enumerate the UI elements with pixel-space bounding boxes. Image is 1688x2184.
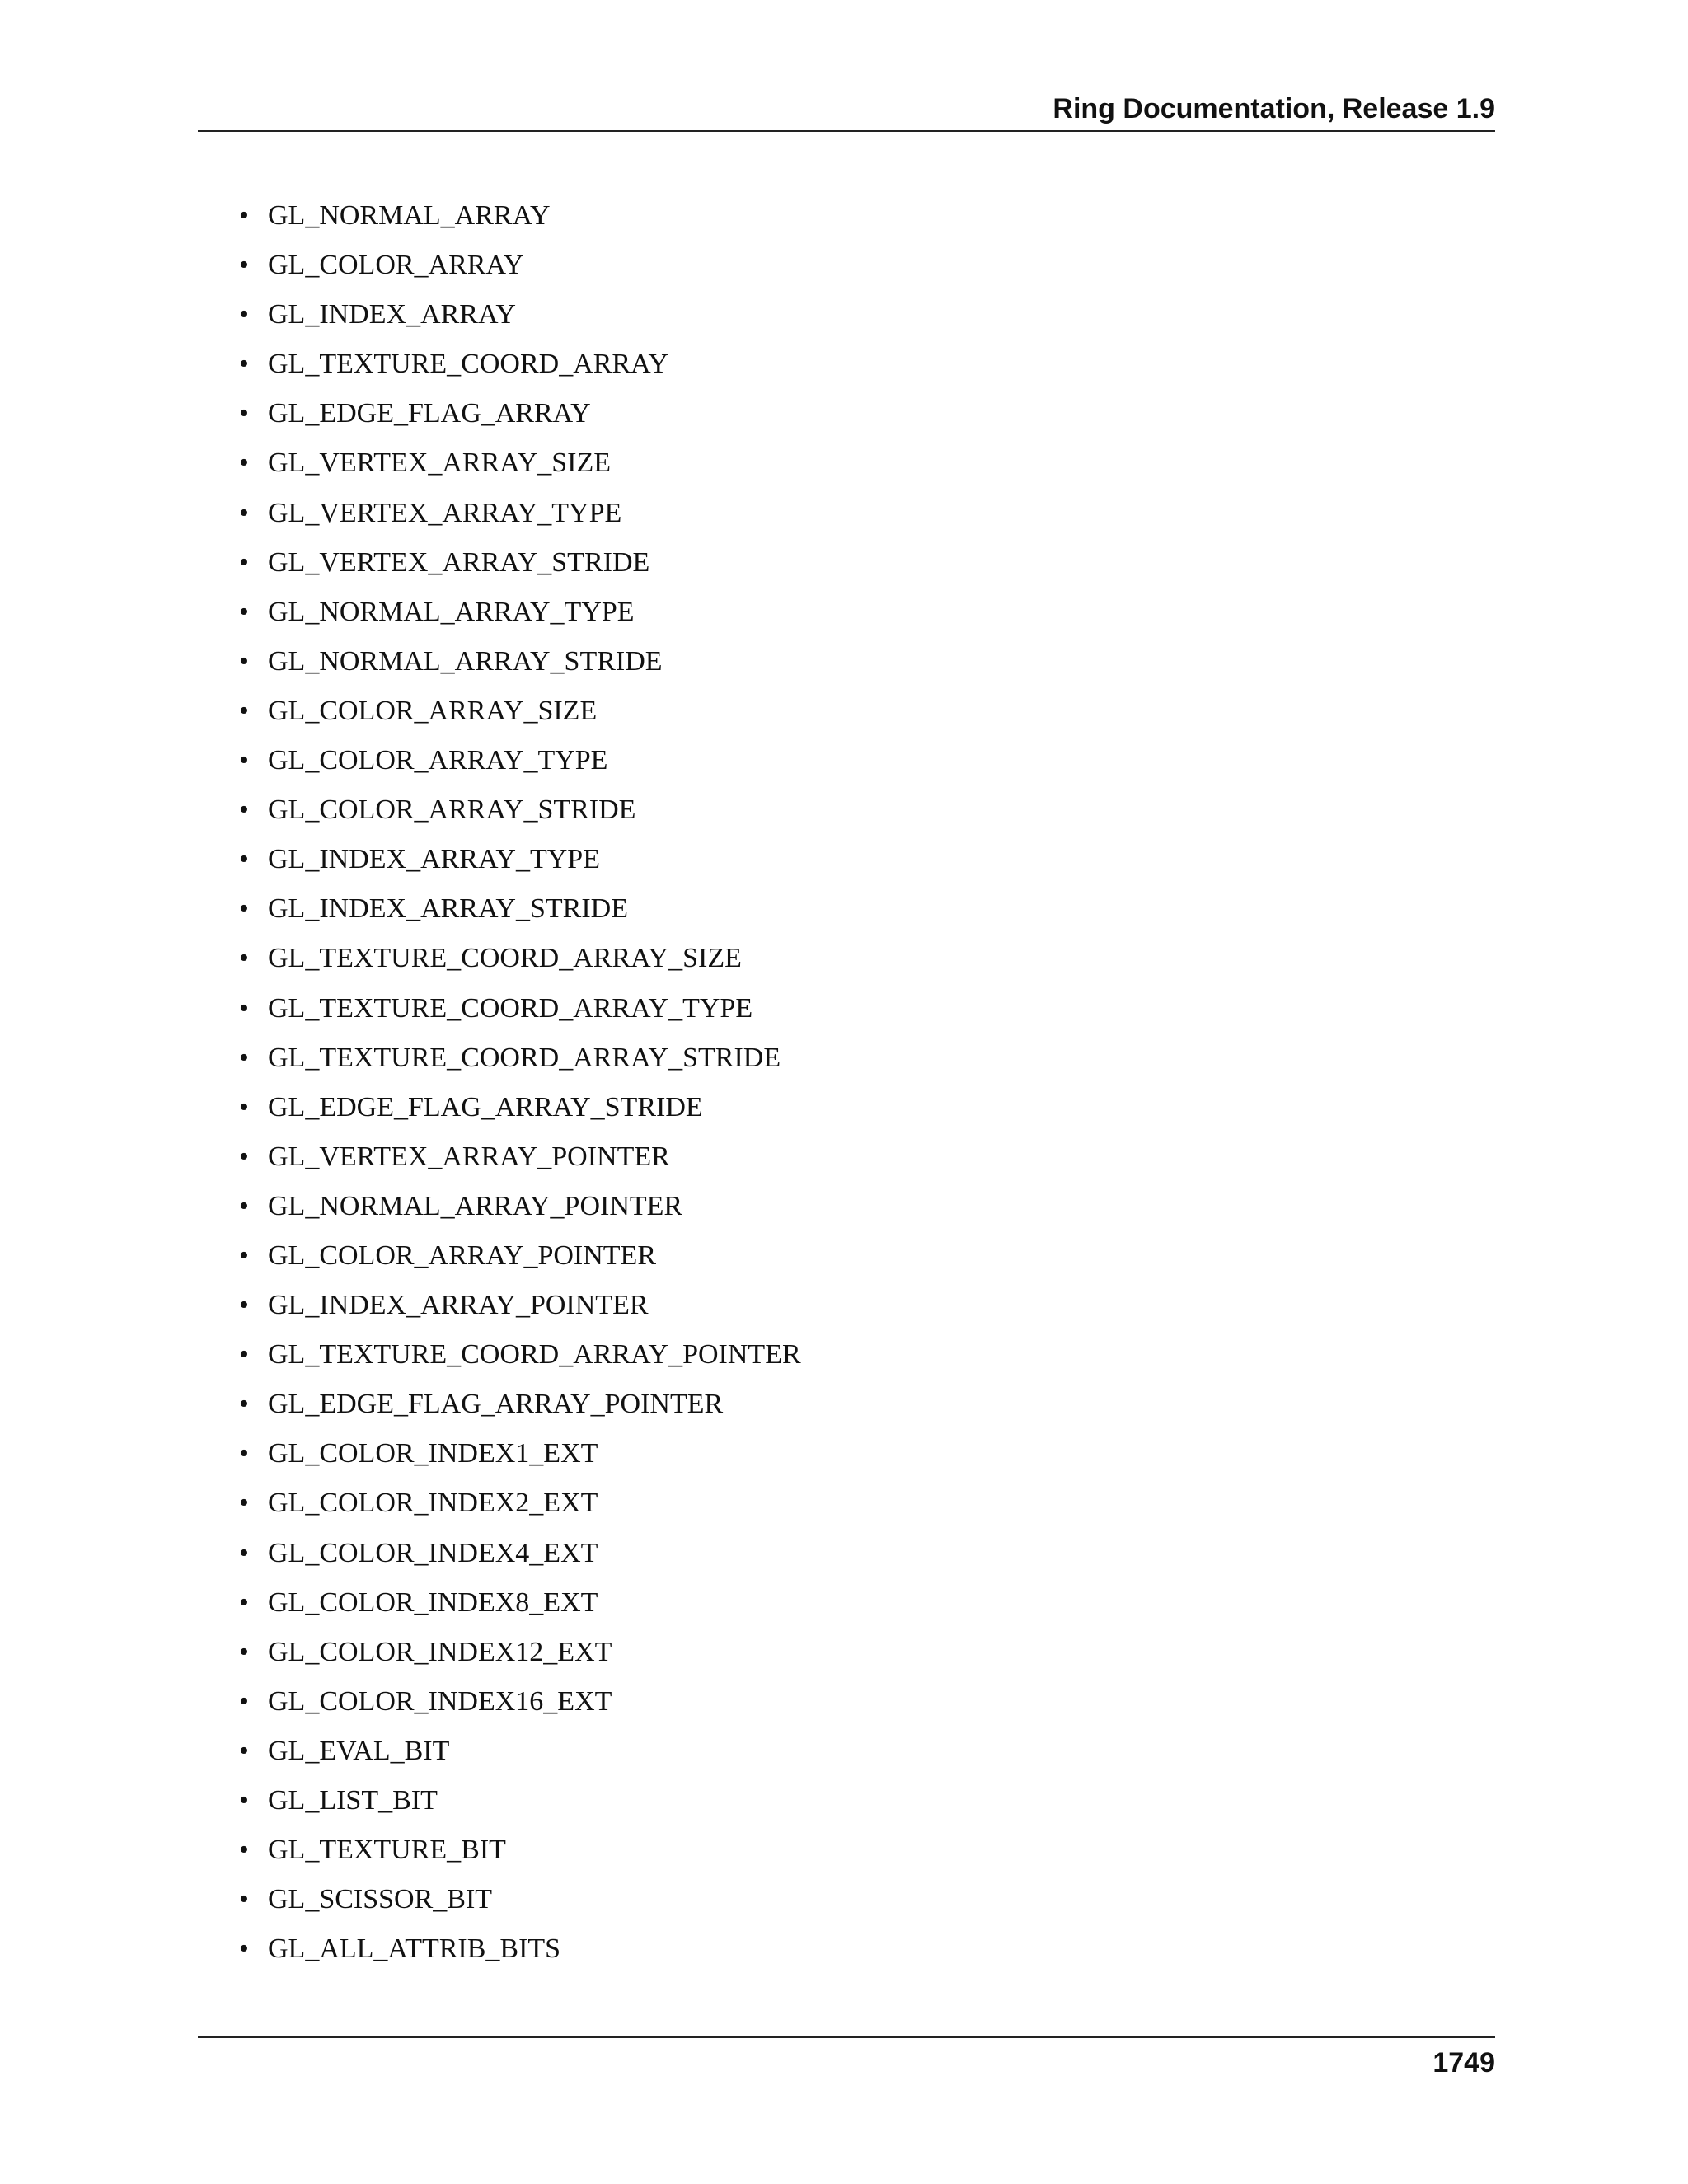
list-item-text: GL_COLOR_ARRAY_STRIDE: [268, 794, 636, 826]
list-item-text: GL_COLOR_ARRAY_POINTER: [268, 1240, 657, 1271]
bullet-icon: •: [239, 1339, 249, 1371]
list-item-text: GL_VERTEX_ARRAY_STRIDE: [268, 546, 650, 578]
list-item-text: GL_TEXTURE_COORD_ARRAY_TYPE: [268, 992, 753, 1024]
bullet-icon: •: [239, 794, 249, 826]
bullet-icon: •: [239, 745, 249, 776]
bullet-icon: •: [239, 1586, 249, 1618]
list-item-text: GL_EDGE_FLAG_ARRAY_POINTER: [268, 1389, 724, 1420]
page-number: 1749: [1432, 2047, 1495, 2079]
bullet-icon: •: [239, 546, 249, 578]
list-item-text: GL_COLOR_INDEX12_EXT: [268, 1636, 612, 1667]
list-item-text: GL_NORMAL_ARRAY_TYPE: [268, 596, 635, 627]
bullet-icon: •: [239, 1735, 249, 1766]
bullet-icon: •: [239, 349, 249, 380]
list-item-text: GL_TEXTURE_BIT: [268, 1835, 506, 1866]
list-item-text: GL_TEXTURE_COORD_ARRAY_POINTER: [268, 1339, 801, 1371]
page-header: [198, 89, 1495, 132]
bullet-icon: •: [239, 992, 249, 1024]
list-item-text: GL_VERTEX_ARRAY_SIZE: [268, 448, 612, 479]
bullet-icon: •: [239, 695, 249, 726]
bullet-icon: •: [239, 1042, 249, 1073]
list-item-text: GL_COLOR_ARRAY_SIZE: [268, 695, 598, 726]
list-item-text: GL_VERTEX_ARRAY_POINTER: [268, 1141, 670, 1172]
list-item-text: GL_COLOR_INDEX1_EXT: [268, 1438, 598, 1469]
list-item-text: GL_INDEX_ARRAY_TYPE: [268, 844, 600, 875]
list-item-text: GL_VERTEX_ARRAY_TYPE: [268, 497, 622, 528]
bullet-icon: •: [239, 398, 249, 429]
list-item-text: GL_INDEX_ARRAY_POINTER: [268, 1290, 649, 1321]
list-item-text: GL_COLOR_INDEX4_EXT: [268, 1537, 598, 1568]
bullet-icon: •: [239, 1488, 249, 1519]
bullet-icon: •: [239, 1091, 249, 1122]
list-item-text: GL_INDEX_ARRAY_STRIDE: [268, 893, 628, 925]
list-item-text: GL_TEXTURE_COORD_ARRAY_STRIDE: [268, 1042, 781, 1073]
document-title: Ring Documentation, Release 1.9: [1053, 93, 1495, 124]
bullet-icon: •: [239, 645, 249, 677]
list-item-text: GL_NORMAL_ARRAY_POINTER: [268, 1190, 683, 1221]
bullet-icon: •: [239, 1785, 249, 1816]
bullet-icon: •: [239, 943, 249, 974]
list-item-text: GL_TEXTURE_COORD_ARRAY_SIZE: [268, 943, 742, 974]
page-footer: [198, 2036, 1495, 2079]
bullet-icon: •: [239, 200, 249, 231]
list-item-text: GL_ALL_ATTRIB_BITS: [268, 1933, 561, 1965]
bullet-icon: •: [239, 1290, 249, 1321]
bullet-icon: •: [239, 1685, 249, 1717]
bullet-icon: •: [239, 1389, 249, 1420]
list-item-text: GL_TEXTURE_COORD_ARRAY: [268, 349, 669, 380]
list-item-text: GL_COLOR_INDEX8_EXT: [268, 1586, 598, 1618]
list-item-text: GL_INDEX_ARRAY: [268, 299, 516, 330]
list-item-text: GL_COLOR_ARRAY_TYPE: [268, 745, 608, 776]
bullet-icon: •: [239, 844, 249, 875]
list-item-text: GL_EDGE_FLAG_ARRAY_STRIDE: [268, 1091, 703, 1122]
bullet-icon: •: [239, 1835, 249, 1866]
bullet-icon: •: [239, 1438, 249, 1469]
bullet-icon: •: [239, 893, 249, 925]
bullet-icon: •: [239, 299, 249, 330]
list-item-text: GL_SCISSOR_BIT: [268, 1884, 493, 1915]
list-item-text: GL_LIST_BIT: [268, 1785, 438, 1816]
list-item-text: GL_NORMAL_ARRAY: [268, 200, 551, 231]
list-item-text: GL_EVAL_BIT: [268, 1735, 450, 1766]
bullet-icon: •: [239, 1884, 249, 1915]
bullet-icon: •: [239, 1933, 249, 1965]
list-item-text: GL_COLOR_INDEX16_EXT: [268, 1685, 612, 1717]
bullet-icon: •: [239, 1636, 249, 1667]
bullet-icon: •: [239, 448, 249, 479]
bullet-icon: •: [239, 1240, 249, 1271]
list-item-text: GL_NORMAL_ARRAY_STRIDE: [268, 645, 663, 677]
list-item-text: GL_COLOR_INDEX2_EXT: [268, 1488, 598, 1519]
bullet-icon: •: [239, 1190, 249, 1221]
bullet-icon: •: [239, 497, 249, 528]
bullet-icon: •: [239, 1141, 249, 1172]
list-item-text: GL_EDGE_FLAG_ARRAY: [268, 398, 591, 429]
bullet-icon: •: [239, 250, 249, 281]
bullet-icon: •: [239, 1537, 249, 1568]
list-item-text: GL_COLOR_ARRAY: [268, 250, 524, 281]
bullet-icon: •: [239, 596, 249, 627]
